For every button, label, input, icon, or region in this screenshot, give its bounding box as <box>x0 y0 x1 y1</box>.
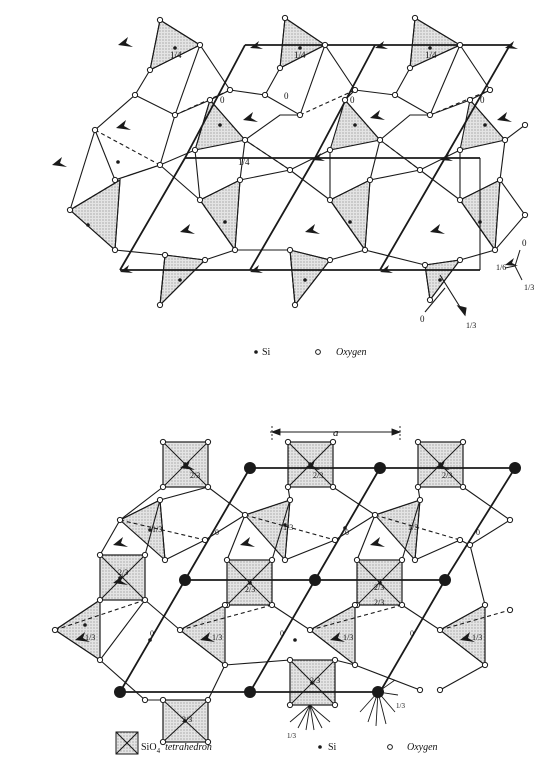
axis-label-top: 0 <box>522 238 527 248</box>
top-shaded-tetrahedra <box>70 18 505 305</box>
three-fold-axis-icon <box>430 224 445 234</box>
top-zero-label: 0 <box>350 95 355 105</box>
bottom-fraction-label: 2/3 <box>182 715 193 724</box>
bottom-fraction-label: 1/3 <box>85 633 96 642</box>
top-legend <box>254 347 366 358</box>
top-diagram <box>70 18 525 315</box>
three-fold-axis-icon <box>243 112 258 122</box>
legend-oxygen-label: Oxygen <box>407 742 438 753</box>
bottom-fraction-label: 2/3 <box>245 585 256 594</box>
bottom-zero-label: 0 <box>476 528 480 537</box>
top-fraction-label: 1/4 <box>170 50 182 60</box>
three-fold-axis-icon <box>240 537 255 547</box>
legend-si-label: Si <box>328 742 337 753</box>
bottom-fraction-label: 2/3 <box>442 471 453 480</box>
bottom-fraction-label: 2/3 <box>310 676 321 685</box>
top-zero-label: 0 <box>480 95 485 105</box>
bottom-fraction-label: 2/3 <box>313 471 324 480</box>
bottom-fraction-label: 1/3 <box>408 523 419 532</box>
top-fraction-label: 1/4 <box>294 50 306 60</box>
three-fold-axis-icon <box>497 112 512 122</box>
top-zero-label: 0 <box>284 91 289 101</box>
three-fold-axis-icon <box>116 120 131 130</box>
three-fold-axis-icon <box>113 537 128 547</box>
legend-tetrahedron-label: SiO$_4$ tetrahedron <box>141 742 212 755</box>
bottom-fraction-label: 2/3 <box>118 568 129 577</box>
bottom-zero-label: 0 <box>280 629 284 638</box>
oxygen-circle-icon <box>388 745 393 750</box>
bottom-fraction-label: 1/3 <box>283 523 294 532</box>
si-dot-icon <box>254 350 258 354</box>
bottom-fraction-label: 1/3 <box>343 633 354 642</box>
bottom-fraction-label: 2/3 <box>374 583 385 592</box>
top-zero-label: 0 <box>220 95 225 105</box>
top-fraction-label: 1/4 <box>238 157 250 167</box>
axis-label-left: 1/6 <box>496 263 507 272</box>
sio4-tetrahedron-icon <box>116 732 138 754</box>
oxygen-circle-icon <box>316 350 321 355</box>
three-fold-axis-icon <box>180 224 195 234</box>
bottom-fraction-label: 1/3 <box>212 633 223 642</box>
bottom-zero-label: 0 <box>345 528 349 537</box>
top-fraction-label: 1/4 <box>425 50 437 60</box>
bottom-fraction-label: 2/3 <box>190 471 201 480</box>
lattice-param-label: a <box>333 427 339 439</box>
si-dot-icon <box>318 745 322 749</box>
arrow-label-zero: 0 <box>420 314 425 324</box>
bottom-zero-label: 0 <box>150 629 154 638</box>
bottom-fraction-label: 1/3 <box>472 633 483 642</box>
bottom-fraction-label: 2/3 <box>374 598 385 607</box>
three-fold-axis-icon <box>370 110 385 120</box>
legend-oxygen-label: Oxygen <box>336 347 367 358</box>
arrow-label-third: 1/3 <box>466 321 477 330</box>
axis-label-right: 1/3 <box>524 283 535 292</box>
three-fold-axis-icon <box>305 224 320 234</box>
cluster-fraction-label: 1/3 <box>287 732 296 740</box>
bottom-zero-label: 0 <box>215 528 219 537</box>
bottom-zero-label: 0 <box>410 629 414 638</box>
legend-si-label: Si <box>262 347 271 358</box>
three-fold-axis-icon <box>370 537 385 547</box>
three-fold-axis-icon <box>118 37 133 47</box>
bottom-fraction-label: 1/3 <box>152 525 163 534</box>
three-fold-axis-icon <box>52 157 67 167</box>
three-fold-axis-icon <box>312 153 325 161</box>
cluster-fraction-label: 1/3 <box>396 702 405 710</box>
